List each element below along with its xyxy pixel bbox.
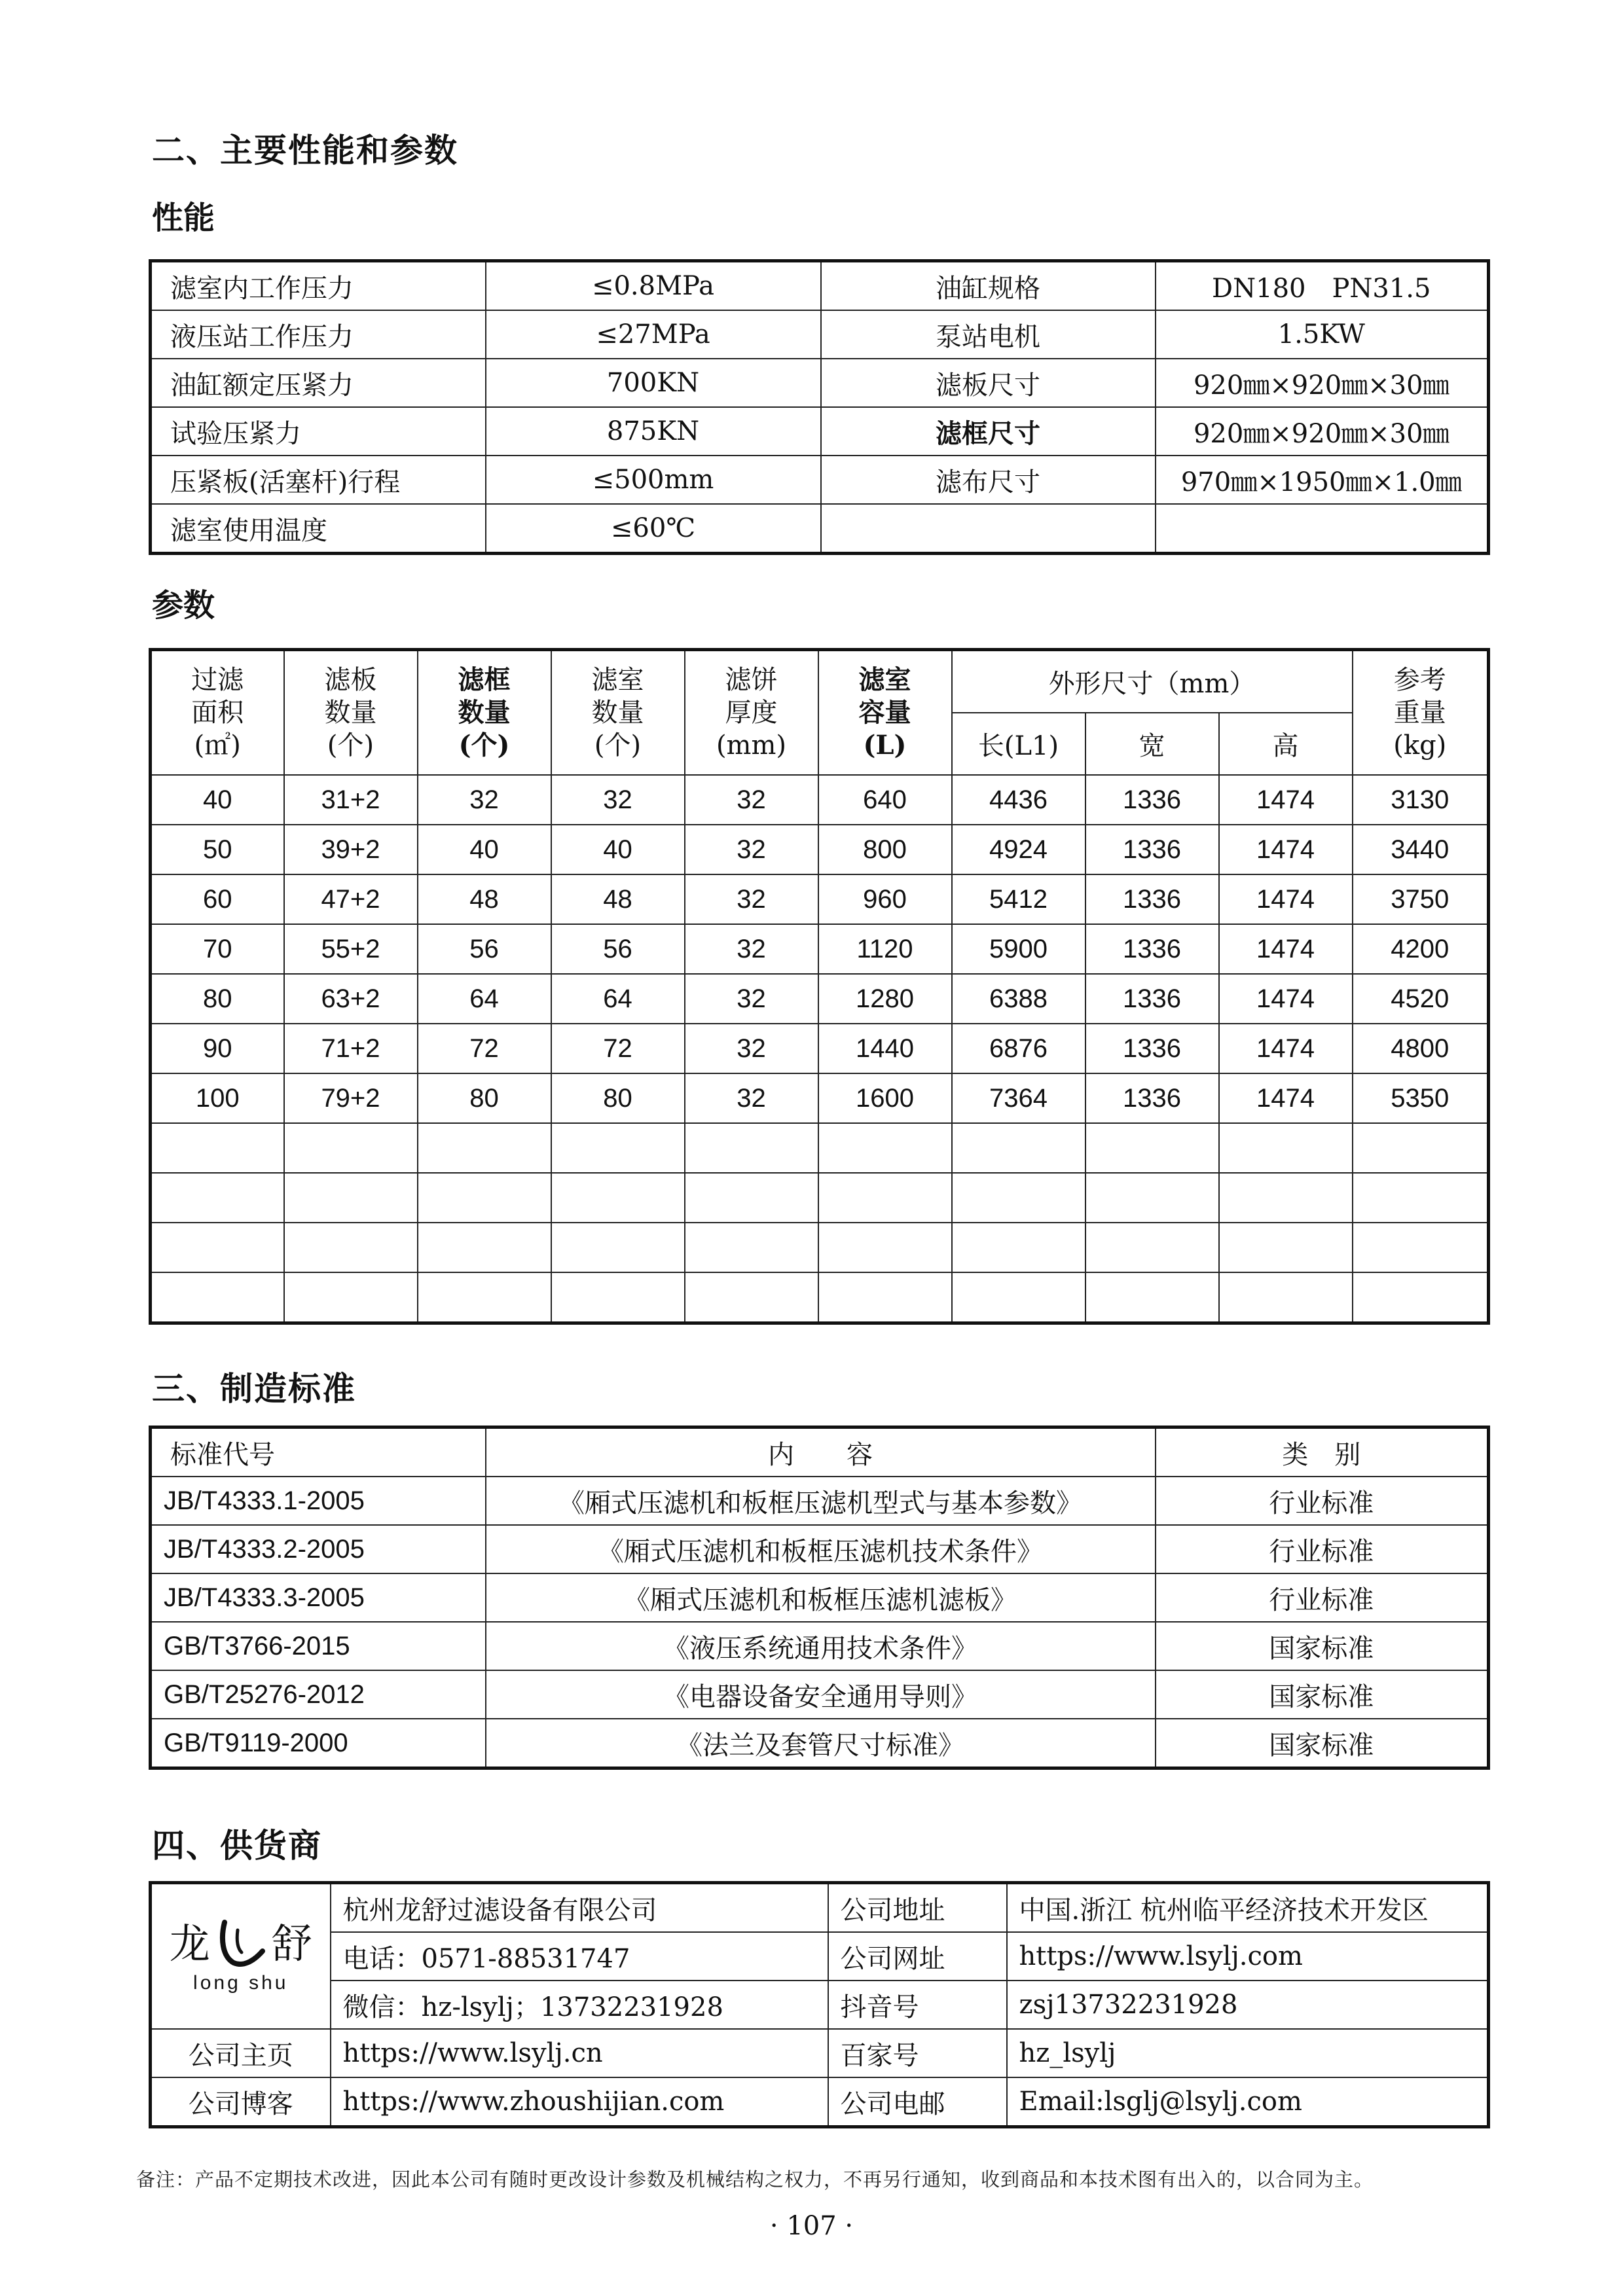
standard-code: JB/T4333.3-2005	[151, 1573, 486, 1622]
cell-volume: 800	[818, 825, 952, 874]
cell-width	[1085, 1173, 1219, 1223]
cell-height: 1474	[1219, 1024, 1353, 1073]
performance-value: 1.5KW	[1156, 310, 1489, 359]
standard-row	[151, 1670, 1489, 1719]
header-chamber-volume: 滤室 容量 (L)	[818, 650, 952, 776]
cell-frames: 56	[418, 924, 551, 974]
performance-label	[821, 504, 1156, 554]
cell-plates: 63+2	[284, 974, 418, 1024]
table-row	[151, 1223, 1489, 1272]
cell-plates	[284, 1223, 418, 1272]
cell-cake-thickness	[685, 1123, 818, 1173]
address-label: 公司地址	[828, 1883, 1007, 1933]
performance-table	[149, 259, 1490, 555]
standard-code: GB/T3766-2015	[151, 1622, 486, 1670]
header-width: 宽	[1085, 713, 1219, 775]
cell-weight	[1353, 1272, 1489, 1323]
cell-weight: 4520	[1353, 974, 1489, 1024]
cell-chambers: 32	[551, 775, 685, 825]
header-chambers: 滤室 数量 (个)	[551, 650, 685, 776]
cell-length: 5412	[952, 874, 1085, 924]
cell-width: 1336	[1085, 1024, 1219, 1073]
douyin-value: zsj13732231928	[1007, 1981, 1489, 2029]
website-label: 公司网址	[828, 1932, 1007, 1981]
cell-volume: 1280	[818, 974, 952, 1024]
performance-value: DN180 PN31.5	[1156, 261, 1489, 311]
cell-length	[952, 1223, 1085, 1272]
cell-area: 80	[151, 974, 284, 1024]
cell-area: 50	[151, 825, 284, 874]
performance-label: 试验压紧力	[151, 407, 486, 456]
standard-content: 《法兰及套管尺寸标准》	[486, 1719, 1156, 1768]
performance-value: 700KN	[486, 359, 821, 407]
cell-chambers: 48	[551, 874, 685, 924]
performance-label: 液压站工作压力	[151, 310, 486, 359]
cell-plates: 79+2	[284, 1073, 418, 1123]
performance-value: ≤0.8MPa	[486, 261, 821, 311]
standard-content: 《液压系统通用技术条件》	[486, 1622, 1156, 1670]
cell-length: 6876	[952, 1024, 1085, 1073]
cell-plates	[284, 1173, 418, 1223]
performance-value: 920㎜×920㎜×30㎜	[1156, 407, 1489, 456]
table-row	[151, 825, 1489, 874]
cell-volume: 640	[818, 775, 952, 825]
cell-frames	[418, 1223, 551, 1272]
cell-width: 1336	[1085, 924, 1219, 974]
douyin-label: 抖音号	[828, 1981, 1007, 2029]
header-length: 长(L1)	[952, 713, 1085, 775]
cell-weight	[1353, 1223, 1489, 1272]
page-number: · 107 ·	[769, 2211, 854, 2241]
cell-frames: 80	[418, 1073, 551, 1123]
cell-frames: 64	[418, 974, 551, 1024]
cell-frames	[418, 1173, 551, 1223]
performance-label: 滤室使用温度	[151, 504, 486, 554]
cell-area: 40	[151, 775, 284, 825]
performance-label: 滤板尺寸	[821, 359, 1156, 407]
section-heading-4: 四、供货商	[152, 1826, 322, 1865]
table-row	[151, 974, 1489, 1024]
std-header-code: 标准代号	[151, 1427, 486, 1477]
cell-cake-thickness: 32	[685, 825, 818, 874]
subheading-parameters: 参数	[152, 587, 215, 624]
cell-chambers	[551, 1272, 685, 1323]
cell-height	[1219, 1223, 1353, 1272]
cell-height: 1474	[1219, 974, 1353, 1024]
standard-row	[151, 1477, 1489, 1525]
cell-plates	[284, 1272, 418, 1323]
cell-frames: 32	[418, 775, 551, 825]
cell-area	[151, 1223, 284, 1272]
cell-length: 7364	[952, 1073, 1085, 1123]
cell-cake-thickness	[685, 1173, 818, 1223]
cell-volume	[818, 1223, 952, 1272]
cell-chambers	[551, 1223, 685, 1272]
performance-label: 油缸额定压紧力	[151, 359, 486, 407]
cell-area	[151, 1272, 284, 1323]
standard-code: JB/T4333.1-2005	[151, 1477, 486, 1525]
cell-cake-thickness: 32	[685, 924, 818, 974]
performance-value: ≤500mm	[486, 456, 821, 504]
cell-height: 1474	[1219, 924, 1353, 974]
performance-label: 滤室内工作压力	[151, 261, 486, 311]
performance-row	[151, 407, 1489, 456]
cell-width: 1336	[1085, 775, 1219, 825]
standard-code: JB/T4333.2-2005	[151, 1525, 486, 1573]
performance-label: 滤框尺寸	[821, 407, 1156, 456]
homepage-link[interactable]: https://www.lsylj.cn	[331, 2029, 828, 2077]
email-label: 公司电邮	[828, 2077, 1007, 2127]
table-row	[151, 1173, 1489, 1223]
cell-volume: 960	[818, 874, 952, 924]
header-weight: 参考 重量 (kg)	[1353, 650, 1489, 776]
cell-length	[952, 1123, 1085, 1173]
standard-category: 国家标准	[1156, 1719, 1489, 1768]
cell-chambers: 64	[551, 974, 685, 1024]
cell-cake-thickness: 32	[685, 874, 818, 924]
cell-height	[1219, 1272, 1353, 1323]
cell-frames: 48	[418, 874, 551, 924]
cell-area	[151, 1123, 284, 1173]
cell-width: 1336	[1085, 874, 1219, 924]
header-plates: 滤板 数量 (个)	[284, 650, 418, 776]
cell-frames	[418, 1272, 551, 1323]
baijia-value: hz_lsylj	[1007, 2029, 1489, 2077]
blog-label: 公司博客	[151, 2077, 331, 2127]
header-height: 高	[1219, 713, 1353, 775]
cell-chambers: 56	[551, 924, 685, 974]
performance-label: 泵站电机	[821, 310, 1156, 359]
company-name: 杭州龙舒过滤设备有限公司	[331, 1883, 828, 1933]
homepage-label: 公司主页	[151, 2029, 331, 2077]
website-link[interactable]: https://www.lsylj.com	[1007, 1932, 1489, 1981]
standard-row	[151, 1622, 1489, 1670]
standard-category: 行业标准	[1156, 1477, 1489, 1525]
blog-link[interactable]: https://www.zhoushijian.com	[331, 2077, 828, 2127]
header-area: 过滤 面积 (㎡)	[151, 650, 284, 776]
cell-cake-thickness	[685, 1272, 818, 1323]
cell-plates: 31+2	[284, 775, 418, 825]
performance-row	[151, 310, 1489, 359]
parameters-table	[149, 648, 1490, 1325]
baijia-label: 百家号	[828, 2029, 1007, 2077]
cell-weight	[1353, 1173, 1489, 1223]
cell-volume	[818, 1272, 952, 1323]
cell-weight: 3440	[1353, 825, 1489, 874]
cell-chambers	[551, 1173, 685, 1223]
cell-height: 1474	[1219, 825, 1353, 874]
table-row	[151, 1123, 1489, 1173]
cell-chambers: 80	[551, 1073, 685, 1123]
cell-height	[1219, 1173, 1353, 1223]
performance-row	[151, 456, 1489, 504]
cell-frames	[418, 1123, 551, 1173]
cell-weight: 3750	[1353, 874, 1489, 924]
cell-plates	[284, 1123, 418, 1173]
cell-volume: 1600	[818, 1073, 952, 1123]
cell-cake-thickness: 32	[685, 974, 818, 1024]
cell-weight: 5350	[1353, 1073, 1489, 1123]
cell-weight: 4800	[1353, 1024, 1489, 1073]
cell-length: 4436	[952, 775, 1085, 825]
logo-char-shu: 舒	[271, 1920, 312, 1967]
cell-volume: 1440	[818, 1024, 952, 1073]
phone: 电话：0571-88531747	[331, 1932, 828, 1981]
cell-frames: 40	[418, 825, 551, 874]
performance-label: 油缸规格	[821, 261, 1156, 311]
standard-content: 《电器设备安全通用导则》	[486, 1670, 1156, 1719]
standard-category: 国家标准	[1156, 1622, 1489, 1670]
standard-category: 国家标准	[1156, 1670, 1489, 1719]
cell-plates: 71+2	[284, 1024, 418, 1073]
cell-chambers: 40	[551, 825, 685, 874]
performance-row	[151, 359, 1489, 407]
email-link[interactable]: Email:lsglj@lsylj.com	[1007, 2077, 1489, 2127]
cell-cake-thickness: 32	[685, 1073, 818, 1123]
standard-content: 《厢式压滤机和板框压滤机技术条件》	[486, 1525, 1156, 1573]
performance-value: ≤60℃	[486, 504, 821, 554]
cell-weight	[1353, 1123, 1489, 1173]
cell-volume	[818, 1173, 952, 1223]
table-row	[151, 924, 1489, 974]
table-row	[151, 1024, 1489, 1073]
standard-category: 行业标准	[1156, 1573, 1489, 1622]
cell-height: 1474	[1219, 874, 1353, 924]
cell-area	[151, 1173, 284, 1223]
section-heading-3: 三、制造标准	[152, 1369, 356, 1408]
cell-volume: 1120	[818, 924, 952, 974]
performance-row	[151, 504, 1489, 554]
cell-cake-thickness: 32	[685, 775, 818, 825]
cell-height: 1474	[1219, 1073, 1353, 1123]
std-header-category: 类 别	[1156, 1427, 1489, 1477]
table-row	[151, 1272, 1489, 1323]
cell-chambers: 72	[551, 1024, 685, 1073]
logo-char-long: 龙	[169, 1920, 210, 1967]
standards-table	[149, 1426, 1490, 1770]
cell-height	[1219, 1123, 1353, 1173]
std-header-content: 内 容	[486, 1427, 1156, 1477]
logo-subtitle: long shu	[193, 1972, 289, 1994]
performance-value: 970㎜×1950㎜×1.0㎜	[1156, 456, 1489, 504]
cell-cake-thickness: 32	[685, 1024, 818, 1073]
cell-cake-thickness	[685, 1223, 818, 1272]
cell-width	[1085, 1272, 1219, 1323]
table-row	[151, 874, 1489, 924]
performance-value: 920㎜×920㎜×30㎜	[1156, 359, 1489, 407]
performance-value: ≤27MPa	[486, 310, 821, 359]
cell-length: 6388	[952, 974, 1085, 1024]
standard-row	[151, 1573, 1489, 1622]
cell-plates: 55+2	[284, 924, 418, 974]
subheading-performance: 性能	[152, 200, 215, 236]
logo-mark-icon	[214, 1918, 268, 1969]
cell-chambers	[551, 1123, 685, 1173]
table-row	[151, 775, 1489, 825]
performance-label: 压紧板(活塞杆)行程	[151, 456, 486, 504]
footnote: 备注：产品不定期技术改进，因此本公司有随时更改设计参数及机械结构之权力，不再另行通知，收到商品和本技术图有出入的，以合同为主。	[136, 2168, 1374, 2191]
address-value: 中国.浙江 杭州临平经济技术开发区	[1007, 1883, 1489, 1933]
cell-length	[952, 1272, 1085, 1323]
cell-area: 60	[151, 874, 284, 924]
cell-area: 100	[151, 1073, 284, 1123]
cell-plates: 39+2	[284, 825, 418, 874]
wechat: 微信：hz-lsylj；13732231928	[331, 1981, 828, 2029]
cell-width	[1085, 1123, 1219, 1173]
performance-value: 875KN	[486, 407, 821, 456]
cell-weight: 4200	[1353, 924, 1489, 974]
cell-length	[952, 1173, 1085, 1223]
cell-width: 1336	[1085, 825, 1219, 874]
standard-content: 《厢式压滤机和板框压滤机滤板》	[486, 1573, 1156, 1622]
cell-width	[1085, 1223, 1219, 1272]
cell-length: 5900	[952, 924, 1085, 974]
header-frames: 滤框 数量 (个)	[418, 650, 551, 776]
standard-row	[151, 1719, 1489, 1768]
cell-weight: 3130	[1353, 775, 1489, 825]
cell-length: 4924	[952, 825, 1085, 874]
performance-row	[151, 261, 1489, 311]
cell-frames: 72	[418, 1024, 551, 1073]
standard-content: 《厢式压滤机和板框压滤机型式与基本参数》	[486, 1477, 1156, 1525]
company-logo	[151, 1883, 331, 2030]
cell-width: 1336	[1085, 1073, 1219, 1123]
standard-category: 行业标准	[1156, 1525, 1489, 1573]
cell-width: 1336	[1085, 974, 1219, 1024]
cell-plates: 47+2	[284, 874, 418, 924]
header-dimensions: 外形尺寸（mm）	[952, 650, 1353, 713]
supplier-table	[149, 1881, 1490, 2128]
standard-row	[151, 1525, 1489, 1573]
performance-label: 滤布尺寸	[821, 456, 1156, 504]
performance-value	[1156, 504, 1489, 554]
standard-code: GB/T25276-2012	[151, 1670, 486, 1719]
table-row	[151, 1073, 1489, 1123]
section-heading-2: 二、主要性能和参数	[152, 131, 458, 170]
cell-area: 70	[151, 924, 284, 974]
standard-code: GB/T9119-2000	[151, 1719, 486, 1768]
cell-area: 90	[151, 1024, 284, 1073]
cell-volume	[818, 1123, 952, 1173]
cell-height: 1474	[1219, 775, 1353, 825]
header-cake-thickness: 滤饼 厚度 (mm)	[685, 650, 818, 776]
